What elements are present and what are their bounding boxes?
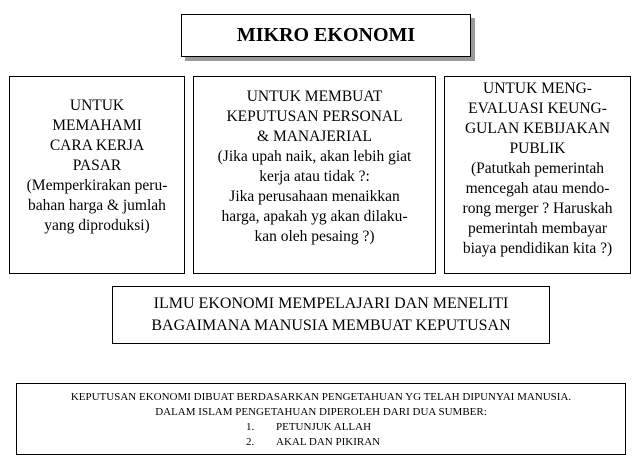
- box3-line: UNTUK MENG-: [483, 80, 592, 97]
- box2-line: & MANAJERIAL: [257, 128, 372, 145]
- box-understand-market: [9, 76, 185, 274]
- title-box: [181, 14, 471, 57]
- box1-line: MEMAHAMI: [52, 117, 142, 134]
- box1-line: yang diproduksi): [44, 217, 150, 234]
- definition-line-2: BAGAIMANA MANUSIA MEMBUAT KEPUTUSAN: [151, 317, 511, 334]
- box2-line: kan oleh pesaing ?): [254, 228, 375, 245]
- sources-line-1: KEPUTUSAN EKONOMI DIBUAT BERDASARKAN PENGETAHUAN YG TELAH DIPUNYAI MANUSIA.: [70, 391, 572, 403]
- title-text: MIKRO EKONOMI: [236, 24, 416, 46]
- box3-line: biaya pendidikan kita ?): [462, 240, 613, 257]
- box3-line: (Patutkah pemerintah: [471, 160, 604, 177]
- box2-line: harga, apakah yg akan dilaku-: [221, 208, 408, 225]
- definition-line-1: ILMU EKONOMI MEMPELAJARI DAN MENELITI: [153, 295, 509, 312]
- source-item-text: PETUNJUK ALLAH: [276, 421, 372, 433]
- box2-line: kerja atau tidak ?:: [259, 168, 370, 185]
- box3-line: mencegah atau mendo-: [465, 180, 610, 197]
- source-item: [17, 420, 625, 435]
- box2-line: UNTUK MEMBUAT: [246, 88, 383, 105]
- box1-line: CARA KERJA: [49, 137, 145, 154]
- box1-line: PASAR: [72, 157, 122, 174]
- box3-line: rong merger ? Haruskah: [462, 200, 613, 217]
- box-public-policy: [444, 76, 631, 274]
- box1-line: bahan harga & jumlah: [28, 197, 166, 214]
- box-personal-decisions: [193, 76, 436, 274]
- box2-line: KEPUTUSAN PERSONAL: [226, 108, 403, 125]
- box2-line: (Jika upah naik, akan lebih giat: [217, 148, 412, 165]
- box3-line: EVALUASI KEUNG-: [468, 100, 607, 117]
- source-item-number: 1.: [246, 421, 255, 433]
- box-economics-definition: [112, 286, 550, 344]
- box3-line: GULAN KEBIJAKAN: [464, 120, 611, 137]
- box1-line: UNTUK: [69, 97, 125, 114]
- box1-line: (Memperkirakan peru-: [26, 177, 168, 194]
- source-item-text: AKAL DAN PIKIRAN: [276, 436, 381, 448]
- box3-line: PUBLIK: [509, 140, 566, 157]
- source-item: [17, 435, 625, 450]
- box-knowledge-sources: [16, 383, 626, 455]
- sources-line-2: DALAM ISLAM PENGETAHUAN DIPEROLEH DARI DUA SUMBER:: [155, 406, 487, 418]
- source-item-number: 2.: [246, 436, 255, 448]
- box3-line: pemerintah membayar: [467, 220, 607, 237]
- box2-line: Jika perusahaan menaikkan: [229, 188, 400, 205]
